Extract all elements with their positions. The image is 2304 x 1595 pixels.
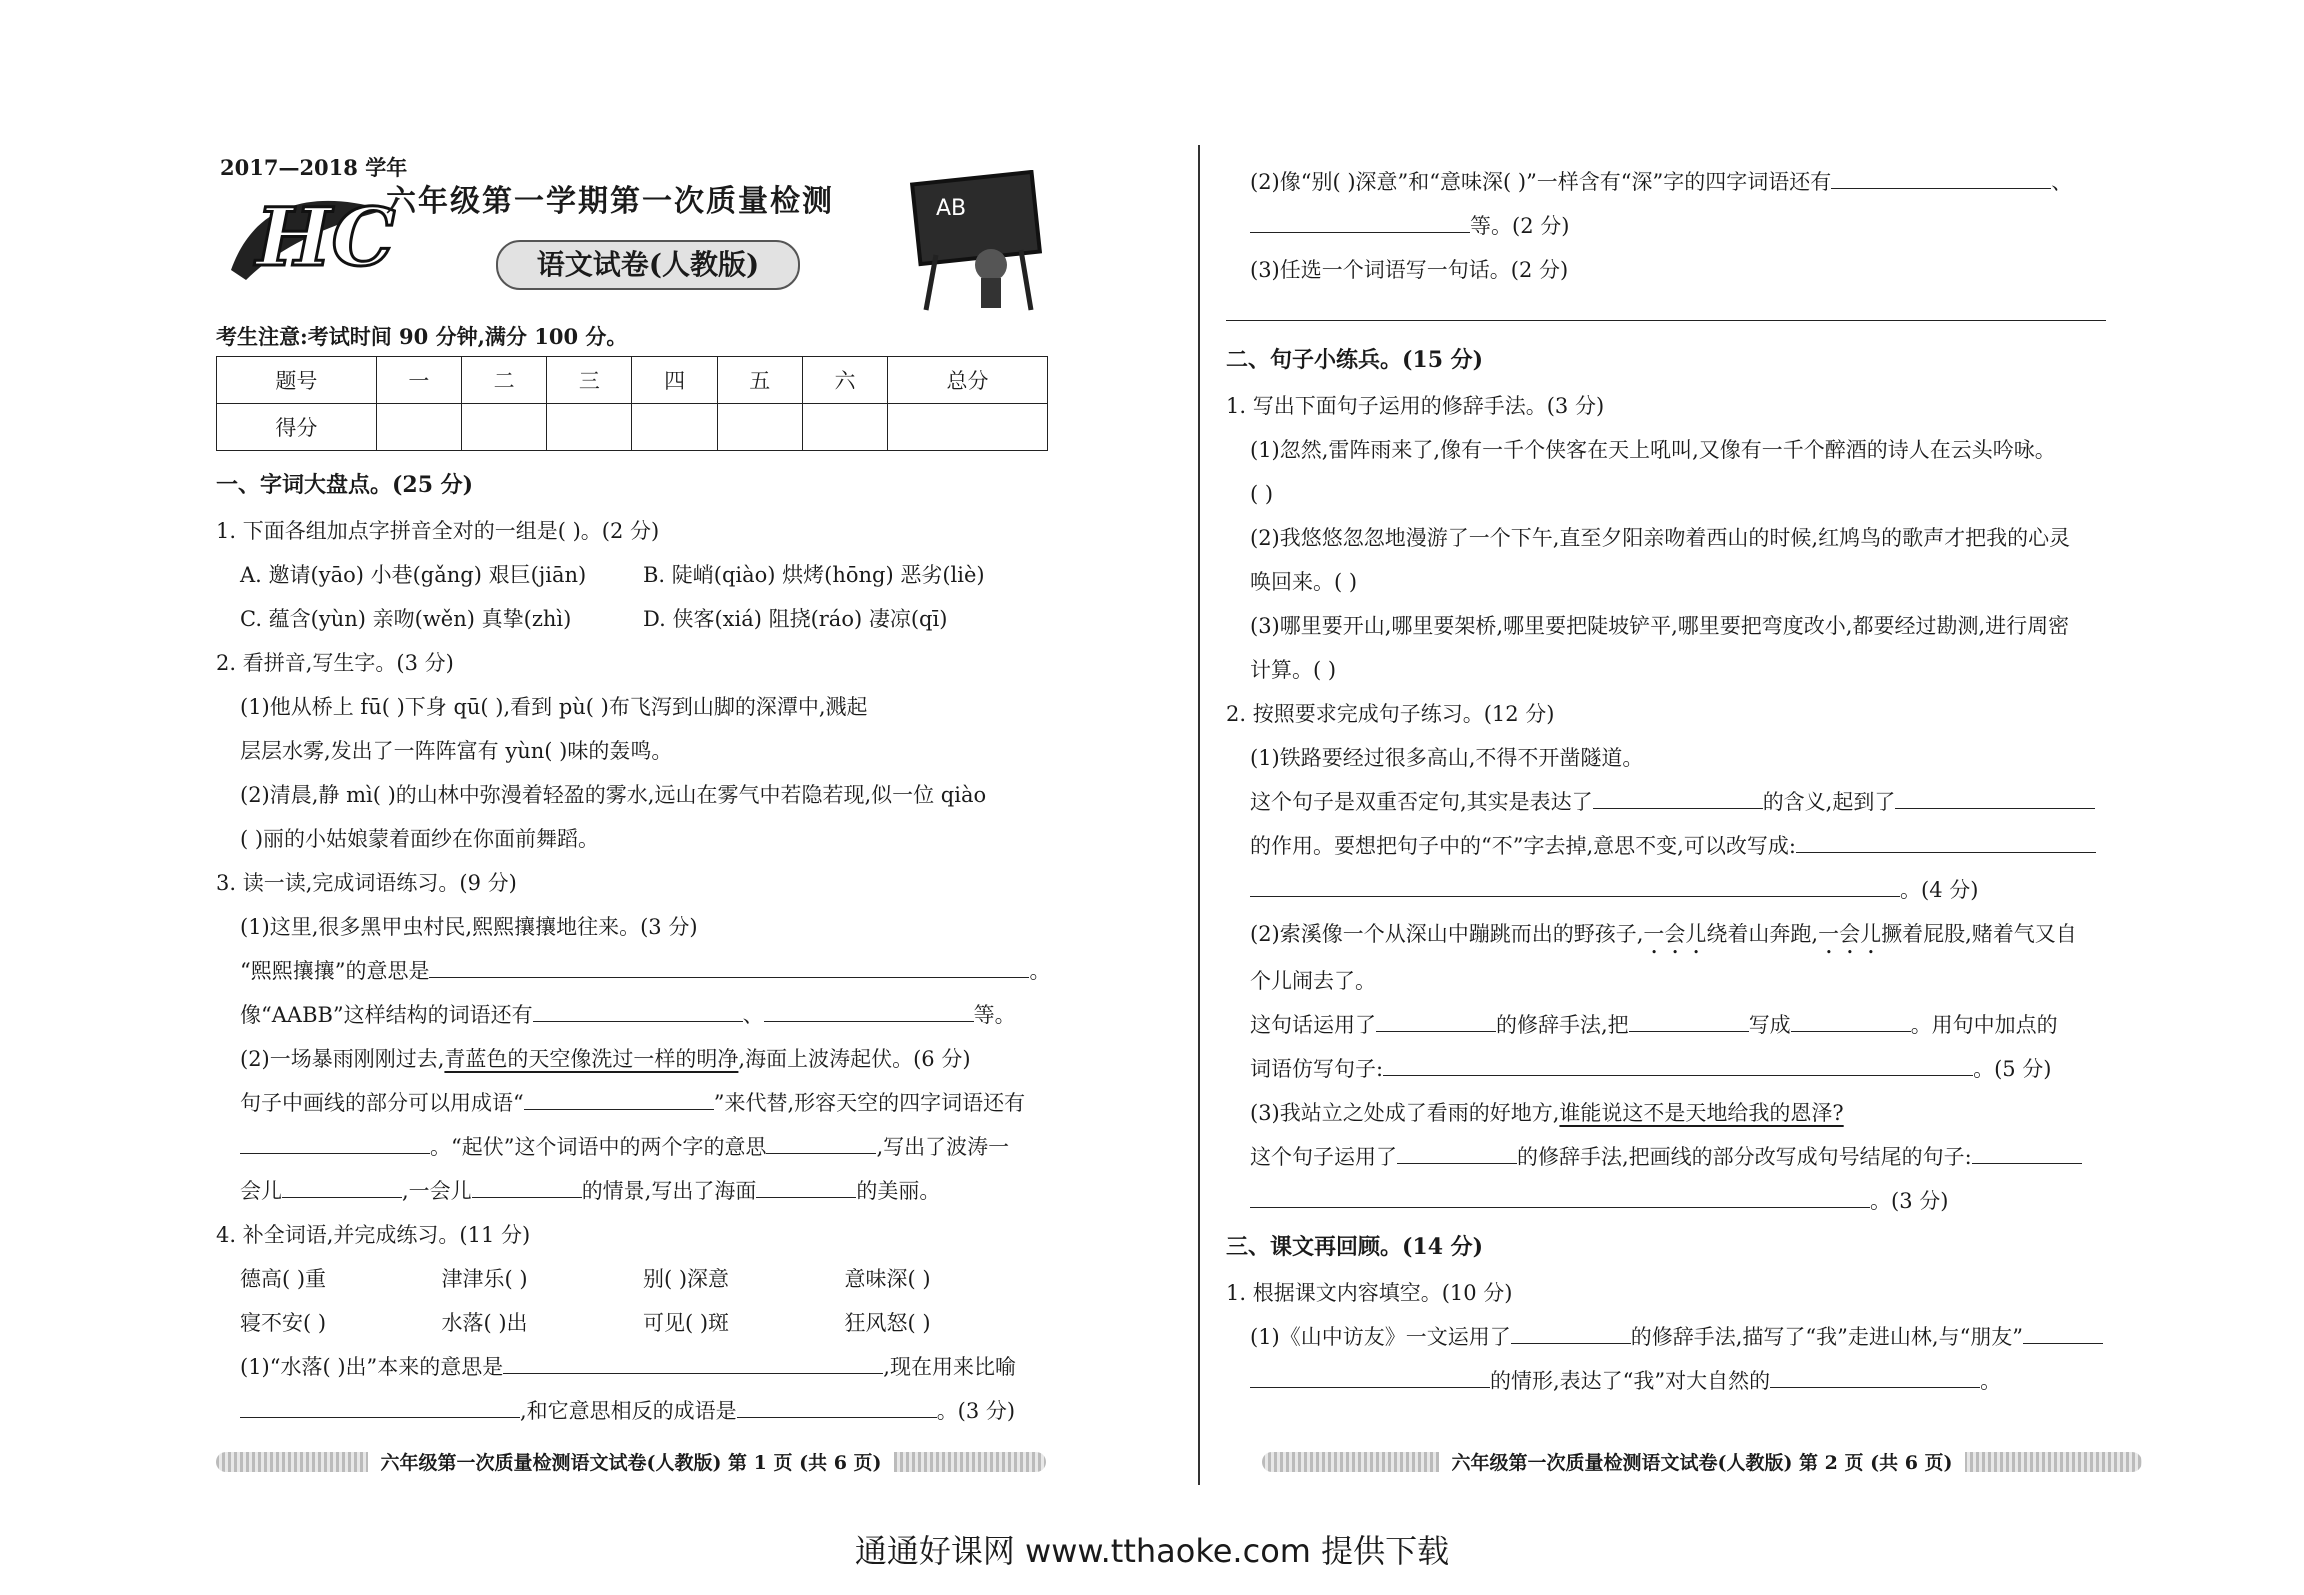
question-line xyxy=(216,1169,1046,1213)
punctuation: 、 xyxy=(742,1003,764,1027)
score-header-cell: 一 xyxy=(376,357,461,404)
answer-blank[interactable] xyxy=(1629,1009,1749,1032)
question-line: 计算。( ) xyxy=(1250,658,1337,682)
dotted-word: 一会儿 xyxy=(1818,922,1882,946)
question-line: ( ) xyxy=(1250,482,1274,506)
question-line xyxy=(1250,1315,2135,1359)
question-line xyxy=(216,1037,1046,1081)
idiom-item: 意味深( ) xyxy=(844,1267,931,1291)
answer-blank[interactable] xyxy=(1383,1053,1973,1076)
answer-blank[interactable] xyxy=(240,1131,430,1154)
idiom-row xyxy=(216,1257,1046,1301)
question-line xyxy=(216,1345,1046,1389)
idiom-item: 水落( )出 xyxy=(441,1311,528,1335)
hc-logo xyxy=(226,180,396,290)
idiom-item: 狂风怒( ) xyxy=(844,1311,931,1335)
question-line xyxy=(216,993,1046,1037)
question-line: (2)我悠悠忽忽地漫游了一个下午,直至夕阳亲吻着西山的时候,红鸠鸟的歌声才把我的心灵 xyxy=(1250,526,2071,550)
prompt-text: ”来代替,形容天空的四字词语还有 xyxy=(713,1091,1026,1115)
option-d: D. 侠客(xiá) 阻挠(ráo) 凄凉(qī) xyxy=(643,607,948,631)
answer-blank[interactable] xyxy=(1250,1185,1870,1208)
section-heading: 一、字词大盘点。(25 分) xyxy=(216,472,474,498)
prompt-text: 。(3 分) xyxy=(936,1399,1016,1423)
answer-blank[interactable] xyxy=(472,1175,582,1198)
question-line xyxy=(1250,1003,2135,1047)
question-line: (1)这里,很多黑甲虫村民,熙熙攘攘地往来。(3 分) xyxy=(240,915,698,939)
answer-blank[interactable] xyxy=(429,955,1029,978)
answer-blank[interactable] xyxy=(1397,1141,1517,1164)
score-header-cell: 二 xyxy=(462,357,547,404)
answer-blank[interactable] xyxy=(1831,166,2051,189)
board-letters: AB xyxy=(936,196,967,221)
underlined-phrase: 青蓝色的天空像洗过一样的明净 xyxy=(444,1047,739,1071)
idiom-item: 寝不安( ) xyxy=(240,1311,327,1335)
prompt-text: 句子中画线的部分可以用成语“ xyxy=(240,1091,524,1115)
question-line xyxy=(1250,1047,2135,1091)
section-heading: 二、句子小练兵。(15 分) xyxy=(1226,347,1484,373)
answer-blank[interactable] xyxy=(524,1087,714,1110)
prompt-text: (1)“水落( )出”本来的意思是 xyxy=(240,1355,504,1379)
question-text: 1. 根据课文内容填空。(10 分) xyxy=(1226,1281,1513,1305)
question-text: 4. 补全词语,并完成练习。(11 分) xyxy=(216,1223,531,1247)
score-cell[interactable] xyxy=(632,404,717,451)
footer-text: 六年级第一次质量检测语文试卷(人教版) 第 1 页 (共 6 页) xyxy=(368,1452,893,1474)
question-line: (3)任选一个词语写一句话。(2 分) xyxy=(1250,258,1569,282)
answer-blank[interactable] xyxy=(282,1175,402,1198)
prompt-text: ,和它意思相反的成语是 xyxy=(520,1399,737,1423)
prompt-text: ,一会儿 xyxy=(402,1179,472,1203)
score-cell[interactable] xyxy=(802,404,887,451)
answer-blank[interactable] xyxy=(503,1351,883,1374)
prompt-text: (2)一场暴雨刚刚过去, xyxy=(240,1047,445,1071)
option-row xyxy=(216,597,1046,641)
prompt-text: 等。 xyxy=(973,1003,1016,1027)
question-line: 层层水雾,发出了一阵阵富有 yùn( )味的轰鸣。 xyxy=(240,739,673,763)
question-line: ( )丽的小姑娘蒙着面纱在你面前舞蹈。 xyxy=(240,827,600,851)
prompt-text: 会儿 xyxy=(240,1179,282,1203)
score-header-cell: 四 xyxy=(632,357,717,404)
question-line xyxy=(216,1125,1046,1169)
question-text: 2. 按照要求完成句子练习。(12 分) xyxy=(1226,702,1555,726)
question-line xyxy=(216,949,1051,993)
prompt-text: ,海面上波涛起伏。(6 分) xyxy=(738,1047,971,1071)
prompt-text: 的修辞手法,描写了“我”走进山林,与“朋友” xyxy=(1630,1325,2024,1349)
question-line xyxy=(1250,160,2135,204)
option-b: B. 陡峭(qiào) 烘烤(hōng) 恶劣(liè) xyxy=(643,563,985,587)
answer-blank[interactable] xyxy=(533,999,743,1022)
page-1-footer xyxy=(216,1442,1046,1486)
question-line: (1)忽然,雷阵雨来了,像有一千个侠客在天上吼叫,又像有一千个醉酒的诗人在云头吟咏。 xyxy=(1250,438,2056,462)
prompt-text: 的情形,表达了“我”对大自然的 xyxy=(1490,1369,1771,1393)
prompt-text: (2)索溪像一个从深山中蹦跳而出的野孩子, xyxy=(1250,922,1644,946)
question-line xyxy=(1250,1135,2135,1179)
prompt-text: 。(3 分) xyxy=(1870,1189,1949,1213)
question-line xyxy=(216,1081,1046,1125)
question-line xyxy=(1250,292,2135,336)
prompt-text: ,现在用来比喻 xyxy=(883,1355,1016,1379)
question-line: (1)他从桥上 fū( )下身 qū( ),看到 pù( )布飞泻到山脚的深潭中,溅起 xyxy=(240,695,868,719)
logo-text: HC xyxy=(256,190,396,284)
score-cell[interactable] xyxy=(462,404,547,451)
question-text: 2. 看拼音,写生字。(3 分) xyxy=(216,651,454,675)
section-heading: 三、课文再回顾。(14 分) xyxy=(1226,1234,1484,1260)
option-row xyxy=(216,553,1046,597)
prompt-text: (3)我站立之处成了看雨的好地方, xyxy=(1250,1101,1560,1125)
option-a: A. 邀请(yāo) 小巷(gǎng) 艰巨(jiān) xyxy=(240,563,587,587)
idiom-item: 津津乐( ) xyxy=(441,1267,528,1291)
score-header-cell: 五 xyxy=(717,357,802,404)
prompt-text: 这个句子运用了 xyxy=(1250,1145,1397,1169)
prompt-text: ,写出了波涛一 xyxy=(876,1135,1010,1159)
answer-blank[interactable] xyxy=(1226,298,2106,321)
prompt-text: 等。(2 分) xyxy=(1470,214,1570,238)
answer-blank[interactable] xyxy=(764,999,974,1022)
score-header-cell: 题号 xyxy=(217,357,377,404)
idiom-row xyxy=(216,1301,1046,1345)
question-line: (3)哪里要开山,哪里要架桥,哪里要把陡坡铲平,哪里要把弯度改小,都要经过勘测,进行周密 xyxy=(1250,614,2070,638)
answer-blank[interactable] xyxy=(1250,874,1900,897)
punctuation: 、 xyxy=(2051,170,2073,194)
prompt-text: 。“起伏”这个词语中的两个字的意思 xyxy=(430,1135,767,1159)
question-line: (2)清晨,静 mì( )的山林中弥漫着轻盈的雾水,远山在雾气中若隐若现,似一位 qiào xyxy=(240,783,987,807)
exam-subtitle: 语文试卷(人教版) xyxy=(496,240,800,290)
prompt-text: 词语仿写句子: xyxy=(1250,1057,1384,1081)
answer-blank[interactable] xyxy=(737,1395,937,1418)
underlined-phrase: 谁能说这不是天地给我的恩泽? xyxy=(1559,1101,1844,1125)
answer-blank[interactable] xyxy=(1895,786,2095,809)
prompt-text: 的修辞手法,把画线的部分改写成句号结尾的句子: xyxy=(1517,1145,1972,1169)
question-line: 唤回来。( ) xyxy=(1250,570,1358,594)
page-2-footer xyxy=(1262,1442,2142,1486)
school-year: 2017—2018 学年 xyxy=(220,155,408,180)
exam-title: 六年级第一学期第一次质量检测 xyxy=(386,184,834,219)
score-header-cell: 三 xyxy=(547,357,632,404)
exam-header xyxy=(216,140,1046,322)
question-line xyxy=(1250,824,2135,868)
dotted-word: 一会儿 xyxy=(1643,922,1707,946)
prompt-text: 。用句中加点的 xyxy=(1910,1013,2058,1037)
answer-blank[interactable] xyxy=(1250,210,1470,233)
prompt-text: (2)像“别( )深意”和“意味深( )”一样含有“深”字的四字词语还有 xyxy=(1250,170,1832,194)
prompt-text: 的情景,写出了海面 xyxy=(581,1179,757,1203)
question-line xyxy=(216,1389,1046,1433)
question-text: 1. 下面各组加点字拼音全对的一组是( )。(2 分) xyxy=(216,519,660,543)
prompt-text: 的美丽。 xyxy=(856,1179,941,1203)
answer-blank[interactable] xyxy=(1593,786,1763,809)
answer-blank[interactable] xyxy=(1972,1141,2082,1164)
footer-text: 六年级第一次质量检测语文试卷(人教版) 第 2 页 (共 6 页) xyxy=(1439,1452,1964,1474)
exam-page-1 xyxy=(216,140,1051,1433)
answer-blank[interactable] xyxy=(756,1175,856,1198)
answer-blank[interactable] xyxy=(1511,1321,1631,1344)
option-c: C. 蕴含(yùn) 亲吻(wěn) 真挚(zhì) xyxy=(240,607,572,631)
prompt-text: 的修辞手法,把 xyxy=(1496,1013,1629,1037)
question-line xyxy=(1250,204,2135,248)
question-line xyxy=(1250,868,2135,912)
score-table xyxy=(216,356,1048,451)
idiom-item: 别( )深意 xyxy=(643,1267,730,1291)
punctuation: 。 xyxy=(1980,1369,2002,1393)
prompt-text: 。(5 分) xyxy=(1973,1057,2052,1081)
question-line xyxy=(1250,1359,2135,1403)
score-cell[interactable] xyxy=(376,404,461,451)
idiom-item: 可见( )斑 xyxy=(643,1311,730,1335)
question-line: 个儿闹去了。 xyxy=(1250,969,1376,993)
prompt-text: 这个句子是双重否定句,其实是表达了 xyxy=(1250,790,1593,814)
score-cell[interactable] xyxy=(547,404,632,451)
answer-blank[interactable] xyxy=(1376,1009,1496,1032)
prompt-text: 写成 xyxy=(1748,1013,1791,1037)
question-line xyxy=(1250,912,2135,959)
answer-blank[interactable] xyxy=(1250,1365,1490,1388)
score-header-cell: 总分 xyxy=(888,357,1048,404)
idiom-item: 德高( )重 xyxy=(240,1267,327,1291)
answer-blank[interactable] xyxy=(2023,1321,2103,1344)
prompt-text: 的作用。要想把句子中的“不”字去掉,意思不变,可以改写成: xyxy=(1250,834,1796,858)
blackboard-illustration xyxy=(906,170,1056,320)
exam-notice: 考生注意:考试时间 90 分钟,满分 100 分。 xyxy=(216,324,628,349)
score-cell[interactable] xyxy=(888,404,1048,451)
answer-blank[interactable] xyxy=(1770,1365,1980,1388)
download-credit: 通通好课网 www.tthaoke.com 提供下载 xyxy=(854,1532,1450,1570)
prompt-text: “熙熙攘攘”的意思是 xyxy=(240,959,430,983)
question-line xyxy=(1250,780,2135,824)
question-line xyxy=(1250,1091,2135,1135)
answer-blank[interactable] xyxy=(240,1395,520,1418)
answer-blank[interactable] xyxy=(1796,830,2096,853)
answer-blank[interactable] xyxy=(766,1131,876,1154)
prompt-text: 的含义,起到了 xyxy=(1762,790,1896,814)
score-cell[interactable] xyxy=(717,404,802,451)
punctuation: 。 xyxy=(1029,959,1051,983)
exam-page-2 xyxy=(1226,160,2135,1403)
page-divider xyxy=(1198,145,1200,1485)
answer-blank[interactable] xyxy=(1791,1009,1911,1032)
prompt-text: 撅着屁股,赌着气又自 xyxy=(1881,922,2077,946)
prompt-text: 这句话运用了 xyxy=(1250,1013,1376,1037)
prompt-text: 像“AABB”这样结构的词语还有 xyxy=(240,1003,533,1027)
prompt-text: (1)《山中访友》一文运用了 xyxy=(1250,1325,1511,1349)
prompt-text: 。(4 分) xyxy=(1900,878,1979,902)
question-text: 1. 写出下面句子运用的修辞手法。(3 分) xyxy=(1226,394,1605,418)
score-header-cell: 六 xyxy=(802,357,887,404)
question-text: 3. 读一读,完成词语练习。(9 分) xyxy=(216,871,517,895)
question-line: (1)铁路要经过很多高山,不得不开凿隧道。 xyxy=(1250,746,1644,770)
score-row-label: 得分 xyxy=(217,404,377,451)
prompt-text: 绕着山奔跑, xyxy=(1706,922,1819,946)
question-line xyxy=(1250,1179,2135,1223)
